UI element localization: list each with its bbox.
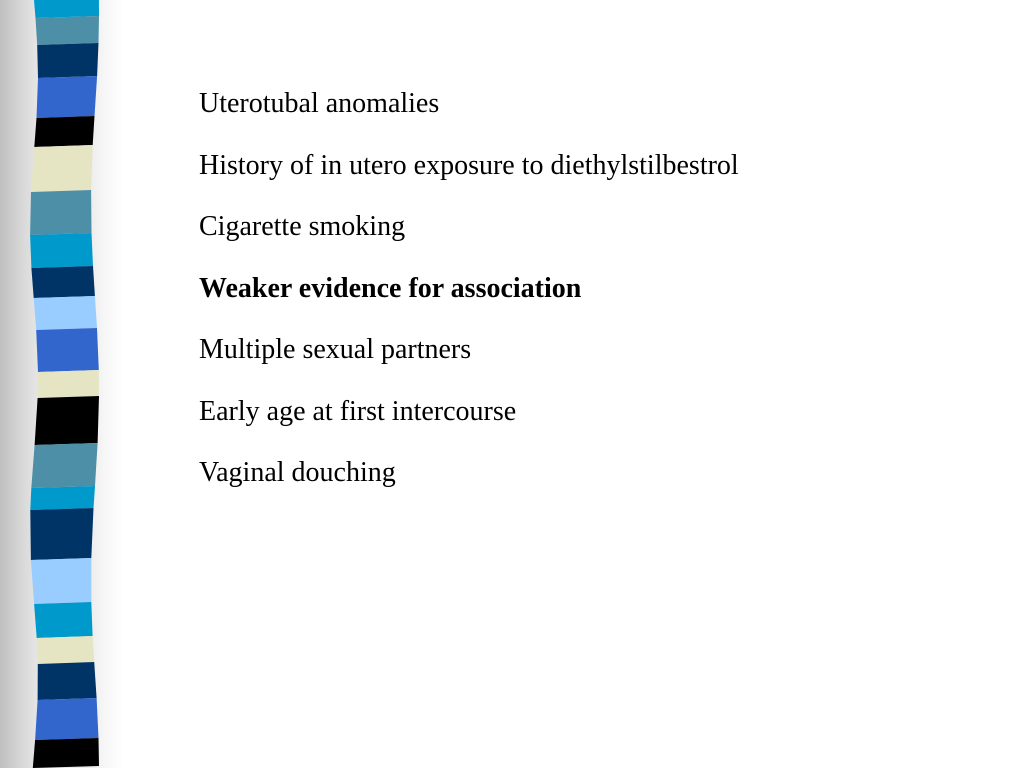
list-item: History of in utero exposure to diethylstilbestrol	[199, 149, 739, 181]
list-item: Multiple sexual partners	[199, 334, 472, 365]
list-item: Cigarette smoking	[199, 211, 406, 242]
section-heading: Weaker evidence for association	[199, 272, 582, 304]
stripe-band	[34, 0, 99, 18]
stripe-band	[35, 396, 99, 445]
stripe-band	[31, 145, 93, 192]
stripe-band	[33, 738, 99, 768]
list-item: Early age at first intercourse	[199, 395, 517, 427]
stripe-band	[31, 443, 97, 488]
stripe-band	[36, 16, 100, 45]
stripe-band	[34, 296, 97, 330]
stripe-band	[38, 662, 97, 700]
stripe-band	[31, 266, 95, 298]
stripe-band	[37, 76, 98, 118]
stripe-band	[34, 602, 93, 638]
stripe-band	[36, 328, 99, 372]
stripe-band	[31, 558, 91, 604]
stripe-band	[30, 190, 91, 235]
bullet-list	[199, 86, 999, 517]
stripe-band	[30, 508, 93, 560]
stripe-band	[34, 116, 94, 147]
stripe-band	[37, 43, 98, 78]
stripe-band	[30, 233, 93, 268]
list-item: Uterotubal anomalies	[199, 88, 440, 119]
stripe-band	[37, 636, 94, 664]
stripe-band	[38, 370, 99, 398]
list-item: Vaginal douching	[199, 457, 396, 488]
stripe-band	[30, 486, 95, 510]
decorative-stripe-bar	[0, 0, 120, 768]
stripe-band	[35, 698, 98, 740]
